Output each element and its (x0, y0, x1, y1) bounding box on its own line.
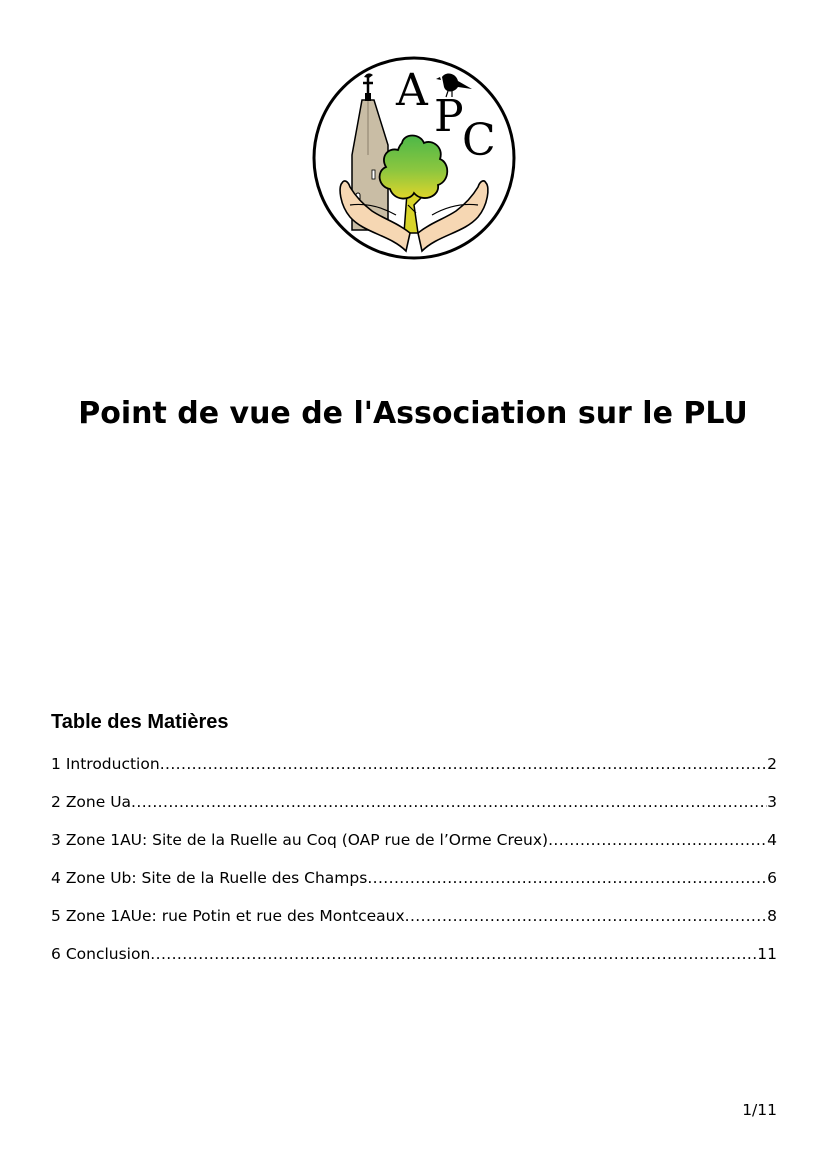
toc-entry-zone-1au[interactable] (51, 830, 777, 868)
logo-letter-a: A (396, 65, 428, 116)
toc-entry-page: 3 (767, 793, 777, 811)
toc-entry-title: Introduction (65, 755, 160, 773)
toc-entry-number: 1 (51, 755, 61, 773)
toc-leader-dots (367, 868, 767, 888)
toc-leader-dots (160, 754, 767, 774)
toc-entry-number: 6 (51, 945, 61, 963)
toc-entry-page: 2 (767, 755, 777, 773)
toc-entry-page: 6 (767, 869, 777, 887)
toc-entry-title: Conclusion (65, 945, 151, 963)
table-of-contents (51, 754, 777, 982)
toc-entry-number: 4 (51, 869, 61, 887)
toc-entry-page: 8 (767, 907, 777, 925)
toc-entry-zone-ub[interactable] (51, 868, 777, 906)
association-logo (310, 55, 518, 261)
toc-leader-dots (150, 944, 757, 964)
toc-entry-number: 5 (51, 907, 61, 925)
toc-leader-dots (548, 830, 767, 850)
page-number: 1/11 (742, 1101, 777, 1119)
logo-letter-c: C (462, 115, 496, 166)
toc-leader-dots (405, 906, 767, 926)
toc-entry-title: Zone 1AUe: rue Potin et rue des Montceaux (65, 907, 405, 925)
toc-entry-number: 2 (51, 793, 61, 811)
toc-entry-introduction[interactable] (51, 754, 777, 792)
logo-letter-p: P (434, 91, 464, 142)
document-title: Point de vue de l'Association sur le PLU (78, 396, 748, 431)
toc-entry-title: Zone Ua (65, 793, 132, 811)
toc-entry-page: 11 (757, 945, 777, 963)
toc-entry-title: Zone Ub: Site de la Ruelle des Champs (65, 869, 368, 887)
toc-entry-conclusion[interactable] (51, 944, 777, 982)
toc-entry-zone-1aue[interactable] (51, 906, 777, 944)
logo-graphic (310, 55, 518, 261)
toc-entry-number: 3 (51, 831, 61, 849)
toc-entry-title: Zone 1AU: Site de la Ruelle au Coq (OAP rue de l’Orme Creux) (65, 831, 549, 849)
toc-entry-zone-ua[interactable] (51, 792, 777, 830)
toc-leader-dots (131, 792, 767, 812)
toc-heading: Table des Matières (51, 711, 229, 733)
toc-entry-page: 4 (767, 831, 777, 849)
